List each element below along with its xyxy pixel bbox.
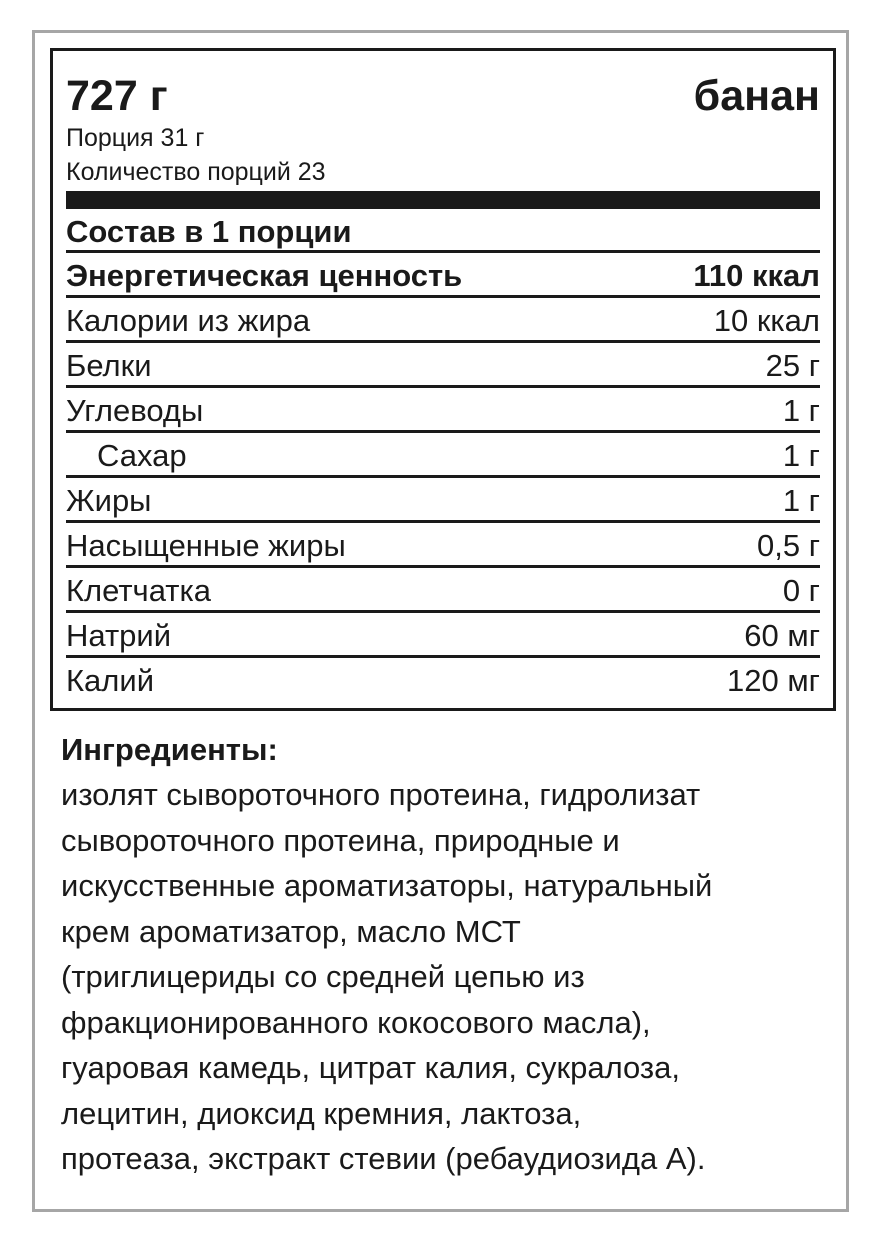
ingredients-line: искусственные ароматизаторы, натуральный: [61, 868, 713, 903]
facts-row-value: 1 г: [782, 438, 820, 473]
ingredients-title: Ингредиенты:: [61, 732, 278, 767]
facts-row-sugar: [66, 433, 820, 478]
facts-row-name: Насыщенные жиры: [66, 528, 346, 563]
facts-row-fat-calories: [66, 298, 820, 343]
ingredients-line: (триглицериды со средней цепью из: [61, 959, 585, 994]
ingredients-line: изолят сывороточного протеина, гидролизат: [61, 777, 701, 812]
serving-size: Порция 31 г: [66, 124, 205, 152]
facts-row-name: Энергетическая ценность: [66, 258, 463, 293]
nutrition-label-content: [66, 51, 820, 708]
facts-row-value: 110 ккал: [693, 258, 820, 293]
facts-row-name: Калории из жира: [66, 303, 311, 338]
facts-row-name: Жиры: [66, 483, 152, 518]
facts-row-name: Клетчатка: [66, 573, 211, 608]
ingredients-line: крем ароматизатор, масло МСТ: [61, 913, 521, 949]
facts-row-name: Калий: [66, 663, 155, 698]
facts-row-name: Натрий: [66, 618, 172, 653]
facts-row-fiber: [66, 568, 820, 613]
facts-row-name: Углеводы: [66, 393, 204, 428]
flavor: банан: [693, 72, 820, 120]
facts-row-value: 60 мг: [744, 618, 820, 653]
facts-row-value: 0 г: [782, 573, 820, 608]
facts-row-value: 1 г: [782, 393, 820, 428]
facts-row-name: Белки: [66, 348, 152, 383]
servings-count: Количество порций 23: [66, 158, 326, 186]
facts-row-value: 0,5 г: [756, 528, 820, 563]
ingredients-line: сывороточного протеина, природные и: [61, 822, 620, 858]
facts-row-value: 25 г: [765, 348, 820, 383]
ingredients-line: гуаровая камедь, цитрат калия, сукралоза,: [61, 1050, 680, 1085]
net-weight: 727 г: [66, 72, 168, 120]
ingredients-line: фракционированного кокосового масла),: [61, 1004, 651, 1040]
facts-row-protein: [66, 343, 820, 388]
label-header: [66, 51, 820, 121]
facts-row-name: Сахар: [97, 438, 187, 473]
facts-row-value: 10 ккал: [713, 303, 820, 338]
facts-row-potassium: [66, 658, 820, 703]
facts-row-saturated-fat: [66, 523, 820, 568]
facts-row-fat: [66, 478, 820, 523]
facts-row-sodium: [66, 613, 820, 658]
ingredients-section: [61, 728, 831, 1182]
ingredients-line: протеаза, экстракт стевии (ребаудиозида А).: [61, 1141, 706, 1176]
facts-row-value: 120 мг: [727, 663, 820, 698]
facts-title: Состав в 1 порции: [66, 209, 820, 253]
nutrition-label: [50, 48, 836, 711]
facts-row-value: 1 г: [782, 483, 820, 518]
thick-divider: [66, 191, 820, 209]
facts-row-carbs: [66, 388, 820, 433]
ingredients-line: лецитин, диоксид кремния, лактоза,: [61, 1095, 582, 1131]
facts-table: [66, 253, 820, 703]
facts-row-energy: [66, 253, 820, 298]
